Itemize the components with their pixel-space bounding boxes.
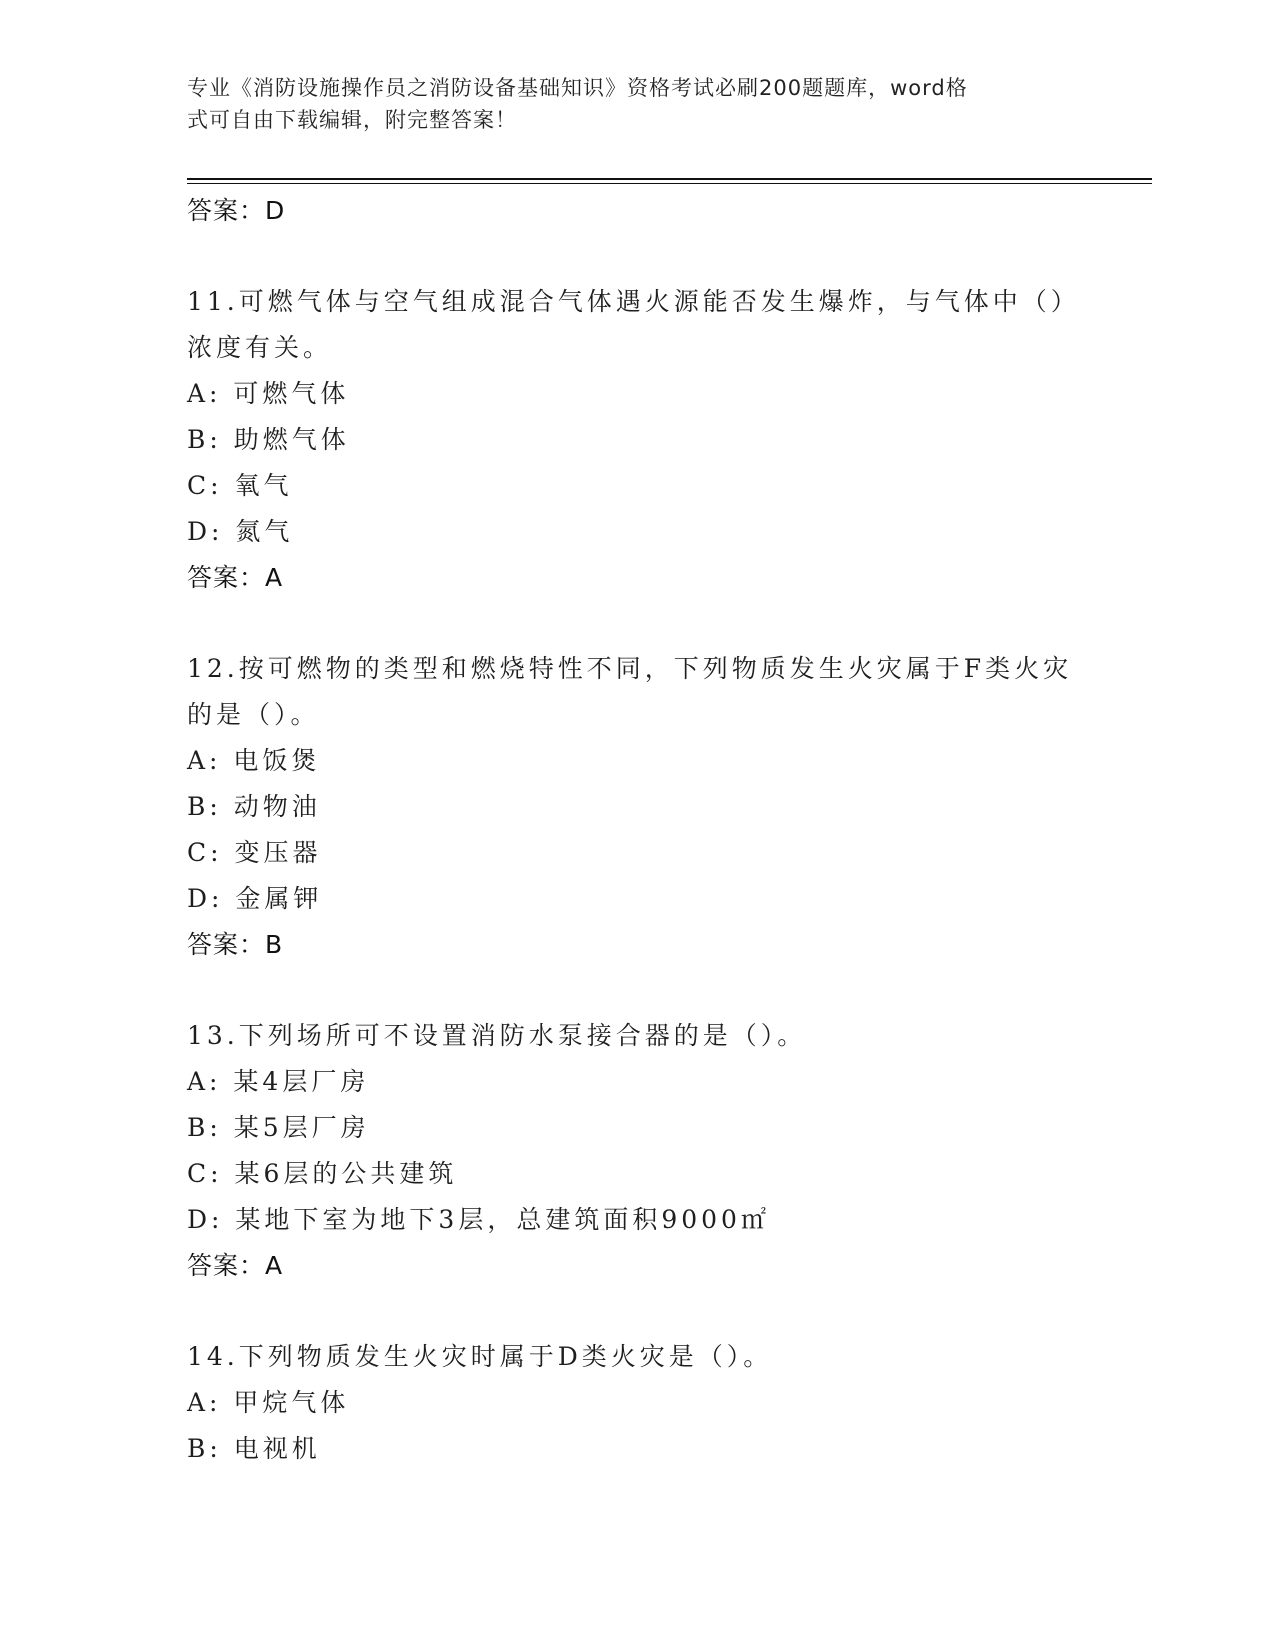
option-a: A: 甲烷气体 xyxy=(187,1388,350,1417)
option-a: A: 某4层厂房 xyxy=(187,1067,370,1096)
header-line-2: 式可自由下载编辑，附完整答案！ xyxy=(187,108,517,132)
spacer xyxy=(187,601,1087,646)
question-list xyxy=(187,188,1087,1472)
document-header xyxy=(187,72,1087,136)
question-stem: 12.按可燃物的类型和燃烧特性不同，下列物质发生火灾属于F类火灾 xyxy=(187,654,1073,683)
header-line-1: 专业《消防设施操作员之消防设备基础知识》资格考试必刷200题题库，word格 xyxy=(187,76,968,100)
question-11 xyxy=(187,279,1087,601)
option-a: A: 电饭煲 xyxy=(187,746,321,775)
spacer xyxy=(187,1289,1087,1334)
spacer xyxy=(187,968,1087,1013)
option-b: B: 助燃气体 xyxy=(187,425,350,454)
option-b: B: 某5层厂房 xyxy=(187,1113,370,1142)
question-12 xyxy=(187,646,1087,968)
header-rule-thick xyxy=(187,178,1152,180)
answer-line: 答案：B xyxy=(187,930,284,959)
option-c: C: 氧气 xyxy=(187,471,293,500)
option-d: D: 氮气 xyxy=(187,517,294,546)
answer-line: 答案：D xyxy=(187,196,286,225)
question-stem: 14.下列物质发生火灾时属于D类火灾是（）。 xyxy=(187,1342,773,1371)
option-b: B: 动物油 xyxy=(187,792,321,821)
answer-line: 答案：A xyxy=(187,1251,284,1280)
option-a: A: 可燃气体 xyxy=(187,379,350,408)
question-13 xyxy=(187,1013,1087,1289)
header-rule-thin xyxy=(187,183,1152,184)
question-14 xyxy=(187,1334,1087,1472)
option-b: B: 电视机 xyxy=(187,1434,321,1463)
option-d: D: 某地下室为地下3层，总建筑面积9000㎡ xyxy=(187,1205,770,1234)
question-stem: 13.下列场所可不设置消防水泵接合器的是（）。 xyxy=(187,1021,807,1050)
question-stem: 的是（）。 xyxy=(187,700,320,729)
option-d: D: 金属钾 xyxy=(187,884,323,913)
question-stem: 浓度有关。 xyxy=(187,333,333,362)
option-c: C: 某6层的公共建筑 xyxy=(187,1159,458,1188)
option-c: C: 变压器 xyxy=(187,838,322,867)
spacer xyxy=(187,234,1087,279)
question-stem: 11.可燃气体与空气组成混合气体遇火源能否发生爆炸，与气体中（） xyxy=(187,287,1080,316)
answer-line: 答案：A xyxy=(187,563,284,592)
